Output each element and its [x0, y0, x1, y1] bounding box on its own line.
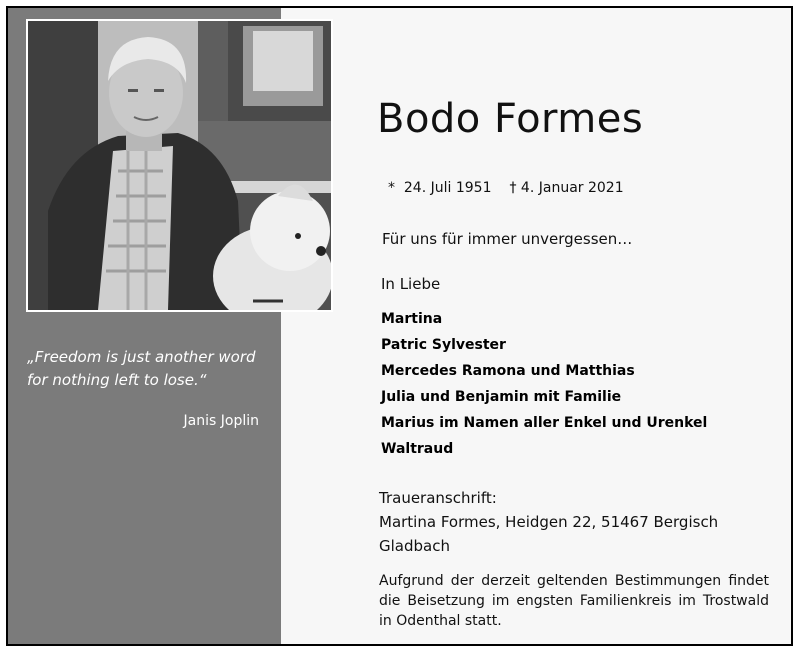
in-love-label: In Liebe	[381, 275, 441, 293]
death-date: † 4. Januar 2021	[509, 180, 624, 196]
family-member: Waltraud	[381, 441, 454, 457]
family-member: Martina	[381, 311, 443, 327]
address-line-1: Martina Formes, Heidgen 22, 51467 Bergisch	[379, 513, 719, 531]
family-member: Mercedes Ramona und Matthias	[381, 363, 635, 379]
quote-line-1: „Freedom is just another word	[27, 348, 256, 366]
address-label: Traueranschrift:	[379, 489, 497, 507]
family-member: Marius im Namen aller Enkel und Urenkel	[381, 415, 708, 431]
portrait-photo	[26, 19, 333, 312]
burial-notice: Aufgrund der derzeit geltenden Bestimmungen findet die Beisetzung im engsten Familienkreis im Trostwald in Odenthal statt.	[379, 573, 769, 629]
obituary-card	[6, 6, 793, 646]
quote-line-2: for nothing left to lose.“	[27, 371, 207, 389]
family-member: Patric Sylvester	[381, 337, 506, 353]
motto: Für uns für immer unvergessen…	[382, 230, 633, 248]
quote-author: Janis Joplin	[183, 413, 259, 429]
life-dates	[388, 180, 642, 196]
address-line-2: Gladbach	[379, 537, 450, 555]
family-member: Julia und Benjamin mit Familie	[381, 389, 622, 405]
deceased-name: Bodo Formes	[377, 96, 644, 142]
mourning-address	[379, 486, 759, 558]
birth-date: * 24. Juli 1951	[388, 180, 492, 196]
quote-text	[27, 346, 267, 392]
family-list	[381, 306, 707, 462]
